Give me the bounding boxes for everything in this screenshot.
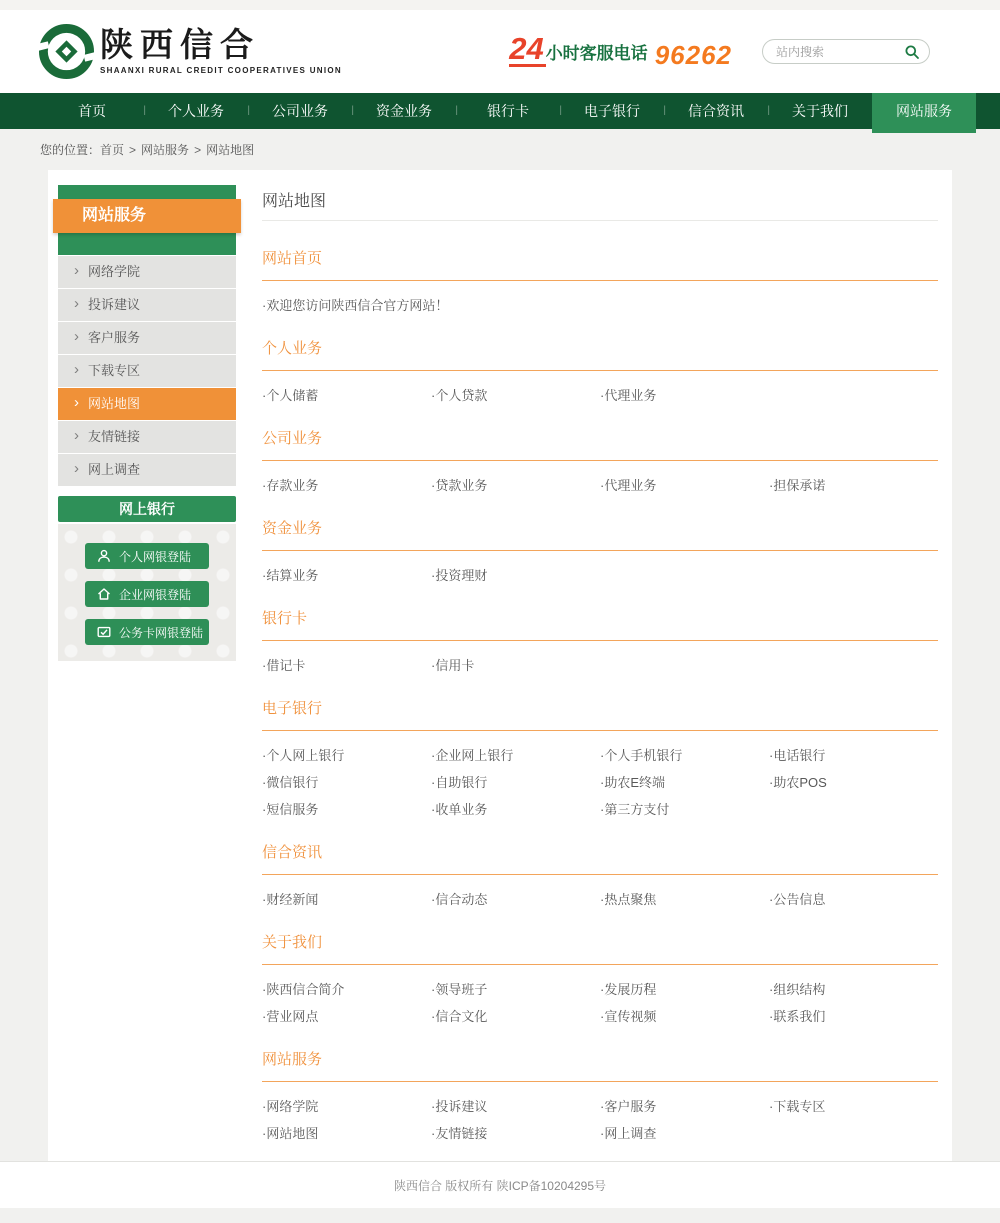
bottom-strip (0, 1208, 1000, 1223)
site-header (0, 10, 1000, 93)
sidebar-item-customer-service[interactable] (58, 322, 236, 354)
sitemap-link[interactable]: ·代理业务 (600, 388, 657, 403)
nav-item-corporate-business[interactable] (248, 93, 352, 129)
sitemap-link[interactable]: ·公告信息 (769, 892, 826, 907)
breadcrumb-section[interactable]: 网站服务 (141, 143, 190, 157)
nav-item-e-banking[interactable] (560, 93, 664, 129)
section-funds-business (262, 517, 938, 589)
sidebar-item-label: 投诉建议 (88, 297, 141, 312)
sidebar-item-label: 网络学院 (88, 264, 141, 279)
nav-item-label: 首页 (78, 103, 106, 119)
sitemap-link[interactable]: ·财经新闻 (262, 892, 319, 907)
sidebar (58, 170, 236, 661)
sitemap-link[interactable]: ·短信服务 (262, 802, 319, 817)
person-icon (97, 549, 111, 563)
section-title[interactable]: 网站首页 (262, 250, 323, 267)
mail-check-icon (97, 625, 111, 639)
logo-mark-icon (38, 23, 95, 80)
logo-text (100, 28, 342, 75)
section-divider (262, 1081, 938, 1082)
sitemap-link[interactable]: ·组织结构 (769, 982, 826, 997)
logo-subtitle: SHAANXI RURAL CREDIT COOPERATIVES UNION (100, 65, 342, 75)
logo[interactable] (38, 23, 342, 80)
sitemap-link[interactable]: ·信合动态 (431, 892, 488, 907)
chevron-right-icon: › (74, 295, 79, 312)
sitemap-link[interactable]: ·信用卡 (431, 658, 475, 673)
section-title[interactable]: 关于我们 (262, 934, 323, 951)
chevron-right-icon: › (74, 328, 79, 345)
welcome-text: ·欢迎您访问陕西信合官方网站！ (262, 298, 449, 313)
sidebar-menu (58, 256, 236, 486)
sitemap-link[interactable]: ·电话银行 (769, 748, 826, 763)
section-site-services (262, 1048, 938, 1147)
ebank-header: 网上银行 (58, 496, 236, 522)
sitemap-link[interactable]: ·领导班子 (431, 982, 488, 997)
section-personal-business (262, 337, 938, 409)
section-divider (262, 550, 938, 551)
sitemap-link[interactable]: ·收单业务 (431, 802, 488, 817)
personal-ebank-login-button[interactable] (85, 543, 209, 569)
section-title[interactable]: 网站服务 (262, 1051, 323, 1068)
sitemap-link[interactable]: ·个人网上银行 (262, 748, 345, 763)
hotline-label: 小时客服电话 (545, 43, 648, 63)
corporate-ebank-login-button[interactable] (85, 581, 209, 607)
sitemap-link[interactable]: ·网上调查 (600, 1126, 657, 1141)
logo-title: 陕西信合 (100, 26, 260, 64)
sitemap-link[interactable]: ·结算业务 (262, 568, 319, 583)
nav-item-label: 网站服务 (896, 103, 952, 119)
sitemap-link[interactable]: ·个人储蓄 (262, 388, 319, 403)
chevron-right-icon: › (74, 361, 79, 378)
nav-item-funds-business[interactable] (352, 93, 456, 129)
section-title[interactable]: 电子银行 (262, 700, 323, 717)
section-title[interactable]: 信合资讯 (262, 844, 323, 861)
sitemap-link[interactable]: ·代理业务 (600, 478, 657, 493)
sidebar-item-label: 下载专区 (88, 363, 141, 378)
sitemap-link[interactable]: ·助农E终端 (600, 775, 666, 790)
sitemap-link[interactable]: ·投诉建议 (431, 1099, 488, 1114)
chevron-right-icon: › (74, 460, 79, 477)
sitemap-link[interactable]: ·自助银行 (431, 775, 488, 790)
content-container (48, 170, 952, 1161)
section-title[interactable]: 资金业务 (262, 520, 323, 537)
nav-item-label: 个人业务 (168, 103, 224, 119)
nav-item-news[interactable] (664, 93, 768, 129)
section-title[interactable]: 个人业务 (262, 340, 323, 357)
copyright-text: 陕西信合 版权所有 陕ICP备10204295号 (393, 1178, 607, 1193)
section-news (262, 841, 938, 913)
chevron-right-icon: › (74, 394, 79, 411)
nav-item-home[interactable] (40, 93, 144, 129)
official-card-ebank-login-button[interactable] (85, 619, 209, 645)
sidebar-item-online-survey[interactable] (58, 454, 236, 486)
sidebar-item-label: 客户服务 (88, 330, 141, 345)
ebank-panel (58, 524, 236, 661)
sidebar-item-label: 友情链接 (88, 429, 141, 444)
section-corporate-business (262, 427, 938, 499)
sitemap-link[interactable]: ·贷款业务 (431, 478, 488, 493)
main-nav (0, 93, 1000, 129)
search-box (762, 39, 930, 64)
sitemap-link[interactable]: ·担保承诺 (769, 478, 826, 493)
breadcrumb-label: 您的位置： (40, 143, 101, 157)
sidebar-item-label: 网站地图 (88, 396, 141, 411)
page-title: 网站地图 (262, 193, 327, 210)
sitemap-link[interactable]: ·助农POS (769, 775, 827, 790)
nav-item-label: 资金业务 (376, 103, 432, 119)
section-divider (262, 280, 938, 281)
nav-item-label: 银行卡 (487, 103, 529, 119)
breadcrumb (0, 129, 1000, 170)
sitemap-link[interactable]: ·网站地图 (262, 1126, 319, 1141)
sidebar-header (58, 185, 236, 255)
section-divider (262, 964, 938, 965)
section-divider (262, 370, 938, 371)
header-right (509, 31, 930, 70)
sidebar-item-downloads[interactable] (58, 355, 236, 387)
breadcrumb-separator: > (129, 143, 137, 157)
section-title[interactable]: 银行卡 (262, 610, 308, 627)
sitemap-link[interactable]: ·陕西信合简介 (262, 982, 345, 997)
section-divider (262, 640, 938, 641)
hotline (509, 31, 732, 70)
sitemap-link[interactable]: ·微信银行 (262, 775, 319, 790)
sitemap-link[interactable]: ·营业网点 (262, 1009, 319, 1024)
nav-item-label: 信合资讯 (688, 103, 744, 119)
section-site-home (262, 247, 938, 319)
sitemap-link[interactable]: ·联系我们 (769, 1009, 826, 1024)
nav-item-personal-business[interactable] (144, 93, 248, 129)
search-icon[interactable] (904, 44, 920, 60)
section-e-banking (262, 697, 938, 823)
sitemap-link[interactable]: ·存款业务 (262, 478, 319, 493)
sitemap-link[interactable]: ·宣传视频 (600, 1009, 657, 1024)
breadcrumb-separator: > (194, 143, 202, 157)
ebank-button-label: 公务卡网银登陆 (119, 625, 204, 640)
section-title[interactable]: 公司业务 (262, 430, 323, 447)
sitemap-link[interactable]: ·网络学院 (262, 1099, 319, 1114)
breadcrumb-page[interactable]: 网站地图 (206, 143, 255, 157)
sidebar-item-complaints[interactable] (58, 289, 236, 321)
sitemap-link[interactable]: ·发展历程 (600, 982, 657, 997)
nav-item-label: 关于我们 (792, 103, 848, 119)
section-about-us (262, 931, 938, 1030)
nav-item-about-us[interactable] (768, 93, 872, 129)
sitemap-link[interactable]: ·个人贷款 (431, 388, 488, 403)
title-divider (262, 220, 938, 221)
sitemap-link[interactable]: ·第三方支付 (600, 802, 670, 817)
hotline-24: 24 (509, 31, 544, 67)
nav-item-label: 公司业务 (272, 103, 328, 119)
top-strip (0, 0, 1000, 10)
main-content (262, 170, 938, 1147)
chevron-right-icon: › (74, 427, 79, 444)
section-divider (262, 874, 938, 875)
ebank-button-label: 企业网银登陆 (119, 587, 192, 602)
sitemap-link[interactable]: ·借记卡 (262, 658, 306, 673)
sitemap-link[interactable]: ·友情链接 (431, 1126, 488, 1141)
site-footer (0, 1161, 1000, 1208)
sitemap-link[interactable]: ·投资理财 (431, 568, 488, 583)
nav-item-site-services[interactable] (872, 93, 976, 133)
sitemap-link[interactable]: ·信合文化 (431, 1009, 488, 1024)
hotline-number: 96262 (654, 39, 732, 70)
sitemap-link[interactable]: ·下载专区 (769, 1099, 826, 1114)
nav-item-label: 电子银行 (584, 103, 640, 119)
home-icon (97, 587, 111, 601)
sidebar-item-friendly-links[interactable] (58, 421, 236, 453)
sitemap-link[interactable]: ·客户服务 (600, 1099, 657, 1114)
section-divider (262, 460, 938, 461)
sidebar-title-banner: 网站服务 (53, 199, 241, 233)
sitemap-link[interactable]: ·热点聚焦 (600, 892, 657, 907)
sidebar-item-sitemap[interactable] (58, 388, 236, 420)
sidebar-item-online-academy[interactable] (58, 256, 236, 288)
breadcrumb-home[interactable]: 首页 (100, 143, 125, 157)
sitemap-link[interactable]: ·企业网上银行 (431, 748, 514, 763)
sitemap-link[interactable]: ·个人手机银行 (600, 748, 683, 763)
nav-item-bank-card[interactable] (456, 93, 560, 129)
ebank-button-label: 个人网银登陆 (119, 549, 192, 564)
chevron-right-icon: › (74, 262, 79, 279)
search-input[interactable] (776, 45, 904, 59)
section-divider (262, 730, 938, 731)
section-bank-card (262, 607, 938, 679)
sidebar-item-label: 网上调查 (88, 462, 141, 477)
